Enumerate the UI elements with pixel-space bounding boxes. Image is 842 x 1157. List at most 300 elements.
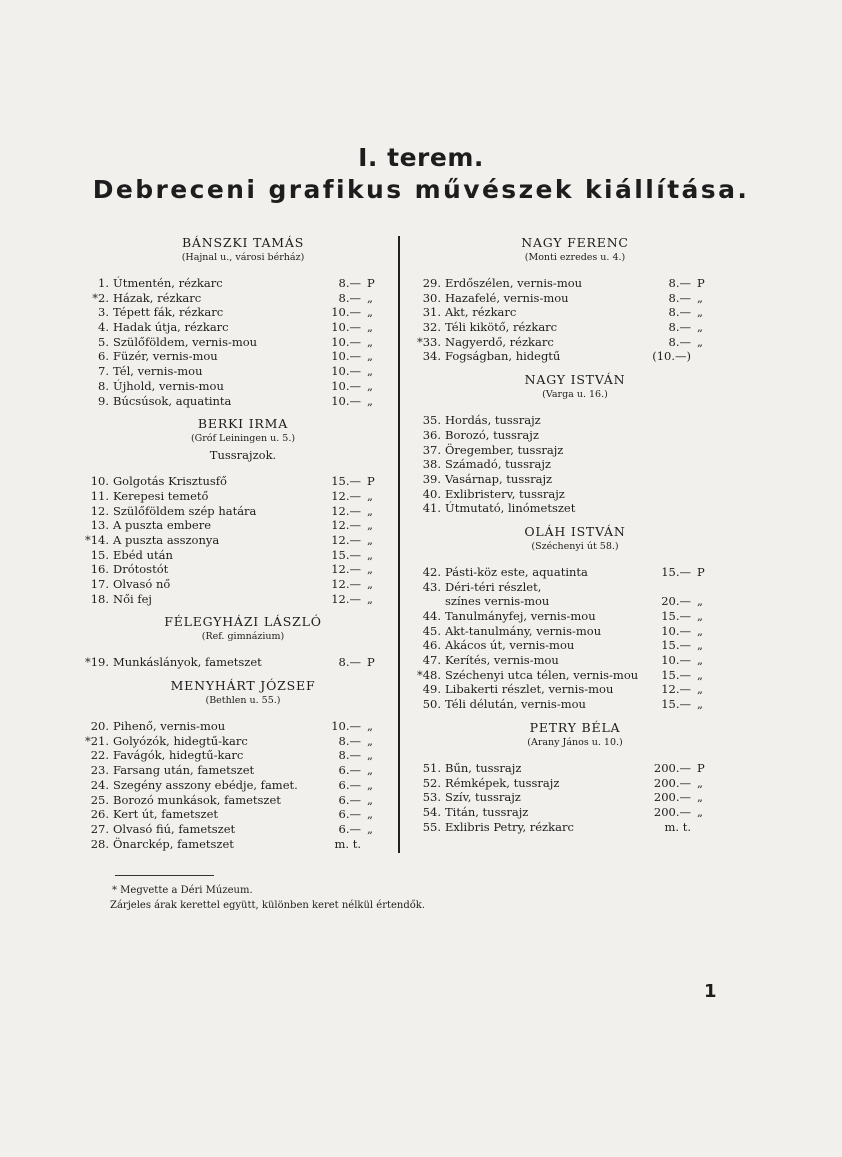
artwork-item (83, 489, 413, 504)
artwork-item (83, 291, 413, 306)
artwork-price: 12.— (331, 532, 361, 547)
price-currency: „ (697, 775, 703, 790)
artwork-title: színes vernis-mou (445, 594, 550, 609)
catalog-number: 36. (422, 427, 441, 442)
catalog-number: 13. (90, 518, 109, 533)
catalog-number: 51. (422, 760, 441, 775)
catalog-number: 49. (422, 682, 441, 697)
price-currency: „ (367, 349, 373, 364)
artwork-item (83, 305, 413, 320)
artwork-price: 200.— (653, 790, 691, 805)
catalog-number: 4. (98, 320, 109, 335)
catalog-number: 16. (90, 562, 109, 577)
artwork-title: Borozó munkások, fametszet (113, 792, 281, 807)
catalog-number: *14. (84, 532, 109, 547)
price-currency (691, 472, 725, 487)
artwork-item (83, 577, 413, 592)
artwork-price (643, 501, 691, 516)
artwork-title: Hadak útja, rézkarc (113, 320, 229, 335)
artwork-title: Női fej (113, 591, 152, 606)
artist-name: FÉLEGYHÁZI LÁSZLÓ (164, 614, 322, 630)
price-currency: „ (697, 334, 703, 349)
artist-address: (Hajnal u., városi bérház) (181, 252, 305, 263)
artwork-title: Déri-téri részlet, (445, 579, 542, 594)
artwork-title: Titán, tussrajz (445, 804, 529, 819)
artist-header (73, 678, 413, 708)
artist-name: NAGY ISTVÁN (524, 372, 626, 388)
price-currency (691, 349, 725, 364)
artist-header (73, 416, 413, 446)
artist-address: (Varga u. 16.) (542, 389, 608, 401)
artwork-price: 15.— (661, 609, 691, 623)
price-currency: „ (367, 518, 373, 533)
price-currency (691, 820, 725, 835)
artwork-price: 10.— (331, 719, 361, 734)
artwork-list (415, 413, 745, 516)
artwork-price: 6.— (338, 807, 361, 822)
catalog-number: 45. (422, 623, 441, 638)
artwork-price: 8.— (668, 276, 691, 290)
artwork-item (83, 748, 413, 763)
artwork-item (415, 805, 745, 820)
catalog-number: 54. (422, 804, 441, 819)
artwork-list (83, 276, 413, 408)
price-currency: „ (367, 488, 373, 503)
catalog-number: 37. (422, 442, 441, 457)
price-currency: „ (697, 320, 703, 335)
artwork-price: 8.— (338, 733, 361, 748)
artwork-price (643, 428, 691, 443)
catalog-number: 52. (422, 775, 441, 790)
artwork-item (83, 504, 413, 519)
artwork-item (83, 548, 413, 563)
catalog-number: 29. (422, 276, 441, 290)
price-currency: „ (367, 547, 373, 562)
catalog-number: 25. (90, 792, 109, 807)
artwork-item (415, 413, 745, 428)
price-currency: „ (697, 609, 703, 623)
artwork-price: 12.— (661, 682, 691, 697)
catalog-number: 39. (422, 471, 441, 486)
artwork-title: Farsang után, fametszet (113, 763, 255, 778)
artist-name: NAGY FERENC (521, 235, 629, 250)
artwork-title: Kerítés, vernis-mou (445, 653, 559, 668)
artwork-item (83, 734, 413, 749)
price-currency (691, 443, 725, 458)
artwork-title: Hordás, tussrajz (445, 413, 541, 428)
artwork-item (83, 364, 413, 379)
price-currency: „ (697, 653, 703, 668)
catalog-number: 34. (422, 349, 441, 364)
artist-header (405, 720, 745, 750)
artwork-item (415, 443, 745, 458)
price-currency: „ (367, 748, 373, 763)
artwork-price (643, 472, 691, 487)
artwork-item (83, 822, 413, 837)
catalog-number: 15. (90, 547, 109, 562)
artwork-title: Útmentén, rézkarc (113, 276, 223, 290)
artwork-price: 15.— (661, 667, 691, 682)
artwork-item (415, 472, 745, 487)
artwork-price: 8.— (338, 655, 361, 670)
price-currency (691, 487, 725, 502)
artwork-item (415, 682, 745, 697)
artist-name: BERKI IRMA (197, 416, 289, 432)
catalog-number: 41. (422, 501, 441, 516)
artwork-item (415, 428, 745, 443)
price-currency: „ (367, 503, 373, 518)
artwork-price: 10.— (331, 334, 361, 349)
catalog-number: *21. (84, 733, 109, 748)
price-currency: „ (697, 594, 703, 609)
artist-name: PETRY BÉLA (529, 719, 621, 735)
artwork-title: Akt-tanulmány, vernis-mou (445, 623, 602, 638)
catalog-number: 5. (98, 334, 109, 349)
price-currency: „ (697, 790, 703, 805)
price-currency: P (697, 564, 705, 579)
footnote-prices: Zárjeles árak kerettel együtt, különben keret nélkül értendők. (110, 900, 426, 911)
artist-header (405, 524, 745, 554)
artwork-title: Tél, vernis-mou (113, 364, 203, 379)
footnote-museum: * Megvette a Déri Múzeum. (112, 885, 253, 896)
artwork-title: Újhold, vernis-mou (113, 378, 224, 393)
artwork-price: 200.— (653, 804, 691, 819)
artwork-item (83, 778, 413, 793)
artwork-item (415, 776, 745, 791)
artwork-item (83, 655, 413, 670)
catalog-number: 46. (422, 638, 441, 653)
price-currency: „ (367, 719, 373, 734)
artwork-item (83, 763, 413, 778)
price-currency: „ (697, 682, 703, 697)
artwork-title: Exlibris Petry, rézkarc (445, 819, 574, 834)
artwork-title: Útmutató, linómetszet (445, 501, 576, 516)
artwork-price: 8.— (338, 290, 361, 305)
price-currency: „ (697, 697, 703, 712)
artwork-price: 12.— (331, 503, 361, 518)
artwork-title: Téli délután, vernis-mou (445, 697, 586, 712)
page-number: 1 (704, 981, 717, 1002)
catalog-number: 47. (422, 653, 441, 668)
catalog-number (415, 594, 441, 609)
artwork-price: 12.— (331, 577, 361, 591)
artwork-price (643, 413, 691, 428)
catalog-number: 27. (90, 821, 109, 836)
artwork-item (415, 697, 745, 712)
artwork-item (83, 562, 413, 577)
artwork-title: Téli kikötő, rézkarc (445, 320, 558, 335)
artwork-title: Szülőföldem, vernis-mou (113, 334, 258, 349)
catalog-number: 20. (90, 719, 109, 734)
price-currency: „ (367, 378, 373, 393)
artwork-item (415, 320, 745, 335)
catalog-number: 35. (422, 413, 441, 428)
artwork-title: Munkáslányok, fametszet (113, 655, 262, 670)
price-currency: „ (367, 562, 373, 577)
price-currency: „ (697, 638, 703, 653)
artwork-price: 10.— (331, 349, 361, 364)
catalog-number: 53. (422, 790, 441, 805)
artwork-title: Vasárnap, tussrajz (445, 471, 553, 486)
catalog-number: 26. (90, 807, 109, 822)
catalog-number: 38. (422, 457, 441, 472)
price-currency: „ (367, 364, 373, 379)
artwork-title: Favágók, hidegtű-karc (113, 748, 244, 763)
artwork-title: Tanulmányfej, vernis-mou (445, 609, 596, 623)
artwork-item (83, 807, 413, 822)
hall-heading: I. terem. (358, 143, 484, 172)
artwork-price: 20.— (661, 594, 691, 609)
artwork-title: Rémképek, tussrajz (445, 775, 560, 790)
artwork-price: 8.— (668, 320, 691, 335)
artwork-price: 10.— (661, 623, 691, 638)
artist-address: (Bethlen u. 55.) (205, 695, 281, 707)
artwork-price: 8.— (338, 748, 361, 763)
price-currency: P (367, 655, 375, 670)
artwork-price: 15.— (331, 547, 361, 562)
artwork-price (643, 580, 691, 595)
artwork-title: Önarckép, fametszet (113, 836, 234, 851)
artwork-title: Olvasó nő (113, 577, 171, 591)
price-currency: „ (367, 334, 373, 349)
artwork-price: 6.— (338, 792, 361, 807)
catalog-number: 1. (98, 276, 109, 290)
catalog-number: 17. (90, 577, 109, 591)
artwork-price: 6.— (338, 763, 361, 778)
price-currency: „ (367, 792, 373, 807)
price-currency: „ (367, 290, 373, 305)
price-currency (361, 837, 395, 852)
artwork-item (83, 474, 413, 489)
artwork-price: 10.— (331, 305, 361, 320)
price-currency: „ (697, 804, 703, 819)
artwork-item (415, 349, 745, 364)
left-column (83, 235, 413, 859)
artwork-price: 15.— (661, 564, 691, 579)
artwork-price: 8.— (668, 305, 691, 320)
artist-header (405, 372, 745, 402)
artwork-item (415, 580, 745, 595)
artwork-price: 12.— (331, 562, 361, 577)
artwork-title: Széchenyi utca télen, vernis-mou (445, 667, 639, 682)
catalog-number: 12. (90, 503, 109, 518)
catalog-number: *2. (92, 290, 109, 305)
artwork-item (415, 501, 745, 516)
artwork-item (415, 305, 745, 320)
artwork-item (415, 487, 745, 502)
artwork-item (415, 609, 745, 624)
artwork-item (415, 565, 745, 580)
artist-name: OLÁH ISTVÁN (524, 523, 626, 539)
artwork-item (415, 335, 745, 350)
artwork-title: Borozó, tussrajz (445, 427, 539, 442)
artwork-title: Golgotás Krisztusfő (113, 474, 227, 489)
artwork-price: 8.— (668, 334, 691, 349)
price-currency: „ (697, 305, 703, 320)
catalog-number: 55. (422, 819, 441, 834)
price-currency: P (697, 276, 705, 290)
price-currency: „ (367, 733, 373, 748)
artwork-price: (10.—) (652, 349, 691, 364)
artist-header (73, 235, 413, 265)
artwork-title: Akácos út, vernis-mou (445, 638, 575, 653)
price-currency: „ (697, 667, 703, 682)
price-currency (691, 580, 725, 595)
catalog-number: 3. (98, 305, 109, 320)
price-currency: „ (367, 577, 373, 591)
catalog-number: 10. (90, 474, 109, 489)
price-currency: „ (367, 821, 373, 836)
catalog-number: 44. (422, 609, 441, 623)
catalog-number: 6. (98, 349, 109, 364)
artwork-price: 15.— (331, 474, 361, 489)
catalog-number: 23. (90, 763, 109, 778)
artwork-item (83, 349, 413, 364)
artist-address: (Ref. gimnázium) (201, 631, 285, 643)
artwork-price: 6.— (338, 777, 361, 792)
artwork-item (83, 719, 413, 734)
artwork-price: 15.— (661, 638, 691, 653)
artwork-item (83, 533, 413, 548)
artwork-title: Ebéd után (113, 547, 173, 562)
artist-name: BÁNSZKI TAMÁS (181, 235, 305, 250)
artwork-title: Számadó, tussrajz (445, 457, 551, 472)
artwork-price: 10.— (661, 653, 691, 668)
artwork-list (83, 474, 413, 606)
artwork-title: A puszta embere (113, 518, 212, 533)
price-currency (691, 428, 725, 443)
artwork-price: m. t. (334, 836, 361, 851)
artwork-item (83, 518, 413, 533)
artwork-title: Szegény asszony ebédje, famet. (113, 777, 298, 792)
artwork-list (415, 565, 745, 712)
artwork-title: Olvasó fiú, fametszet (113, 821, 236, 836)
artwork-title: Drótostót (113, 562, 169, 577)
artwork-title: Házak, rézkarc (113, 290, 202, 305)
catalog-number: 32. (422, 320, 441, 335)
catalog-number: 8. (98, 378, 109, 393)
artwork-list (83, 719, 413, 851)
artwork-item (415, 624, 745, 639)
artwork-item (83, 394, 413, 409)
artwork-title: Szülőföldem szép határa (113, 503, 257, 518)
catalog-number: 31. (422, 305, 441, 320)
artwork-price: 12.— (331, 518, 361, 533)
artwork-item (83, 379, 413, 394)
price-currency: „ (367, 591, 373, 606)
catalog-number: 50. (422, 697, 441, 712)
catalog-number: 30. (422, 290, 441, 305)
artwork-item (83, 320, 413, 335)
price-currency: „ (367, 305, 373, 320)
price-currency: „ (367, 763, 373, 778)
artwork-price: 10.— (331, 378, 361, 393)
artwork-title: Füzér, vernis-mou (113, 349, 218, 364)
artwork-title: Bűn, tussrajz (445, 760, 522, 775)
price-currency: P (697, 760, 705, 775)
artwork-title: Szív, tussrajz (445, 790, 521, 805)
artwork-item (415, 761, 745, 776)
artwork-item (415, 594, 745, 609)
footnotes (110, 883, 425, 913)
artwork-price: 10.— (331, 364, 361, 379)
artwork-item (415, 291, 745, 306)
catalog-number: 40. (422, 486, 441, 501)
catalog-number: 9. (98, 393, 109, 408)
section-subtitle: Tussrajzok. (209, 448, 277, 463)
artist-address: (Széchenyi út 58.) (531, 540, 619, 552)
price-currency (691, 413, 725, 428)
catalog-number: 42. (422, 564, 441, 579)
artwork-item (83, 276, 413, 291)
artwork-title: Exlibristerv, tussrajz (445, 486, 565, 501)
artwork-item (415, 820, 745, 835)
artist-name: MENYHÁRT JÓZSEF (170, 678, 316, 694)
artwork-price: 12.— (331, 488, 361, 503)
artist-address: (Monti ezredes u. 4.) (524, 252, 626, 263)
price-currency: „ (367, 807, 373, 822)
catalog-number: *19. (84, 655, 109, 670)
catalog-number: 28. (90, 836, 109, 851)
artwork-price: 10.— (331, 393, 361, 408)
artwork-title: Golyózók, hidegtű-karc (113, 733, 248, 748)
artwork-price (643, 487, 691, 502)
artwork-list (415, 276, 745, 364)
artwork-item (415, 638, 745, 653)
price-currency: „ (367, 320, 373, 335)
price-currency: P (367, 276, 375, 290)
artist-header (405, 235, 745, 265)
artwork-title: Libakerti részlet, vernis-mou (445, 682, 614, 697)
price-currency: „ (367, 393, 373, 408)
artwork-item (415, 668, 745, 683)
artwork-title: Kerepesi temető (113, 488, 209, 503)
price-currency: „ (367, 777, 373, 792)
artwork-price: m. t. (664, 819, 691, 834)
catalog-number: 22. (90, 748, 109, 763)
artwork-list (83, 655, 413, 670)
artwork-item (415, 457, 745, 472)
artwork-item (83, 837, 413, 852)
artwork-title: Kert út, fametszet (113, 807, 219, 822)
price-currency: „ (697, 623, 703, 638)
artwork-title: Öregember, tussrajz (445, 442, 564, 457)
catalog-number: *48. (416, 667, 441, 682)
artist-address: (Gróf Leiningen u. 5.) (190, 433, 296, 445)
page-title: Debreceni grafikus művészek kiállítása. (92, 175, 750, 204)
artwork-price: 10.— (331, 320, 361, 335)
price-currency: P (367, 474, 375, 489)
artwork-title: Pásti-köz este, aquatinta (445, 564, 588, 579)
artwork-title: Fogságban, hidegtű (445, 349, 561, 364)
price-currency: „ (697, 290, 703, 305)
artwork-title: Búcsúsok, aquatinta (113, 393, 232, 408)
artwork-title: Akt, rézkarc (445, 305, 517, 320)
artwork-price (643, 457, 691, 472)
catalog-number: 7. (98, 364, 109, 379)
right-column (415, 235, 745, 842)
artwork-price: 200.— (653, 760, 691, 775)
artwork-price: 6.— (338, 821, 361, 836)
artwork-item (83, 335, 413, 350)
artwork-title: Nagyerdő, rézkarc (445, 334, 554, 349)
catalog-number: 24. (90, 777, 109, 792)
price-currency (691, 501, 725, 516)
artwork-price: 8.— (338, 276, 361, 290)
artwork-price: 200.— (653, 775, 691, 790)
artwork-item (415, 790, 745, 805)
artwork-price: 8.— (668, 290, 691, 305)
